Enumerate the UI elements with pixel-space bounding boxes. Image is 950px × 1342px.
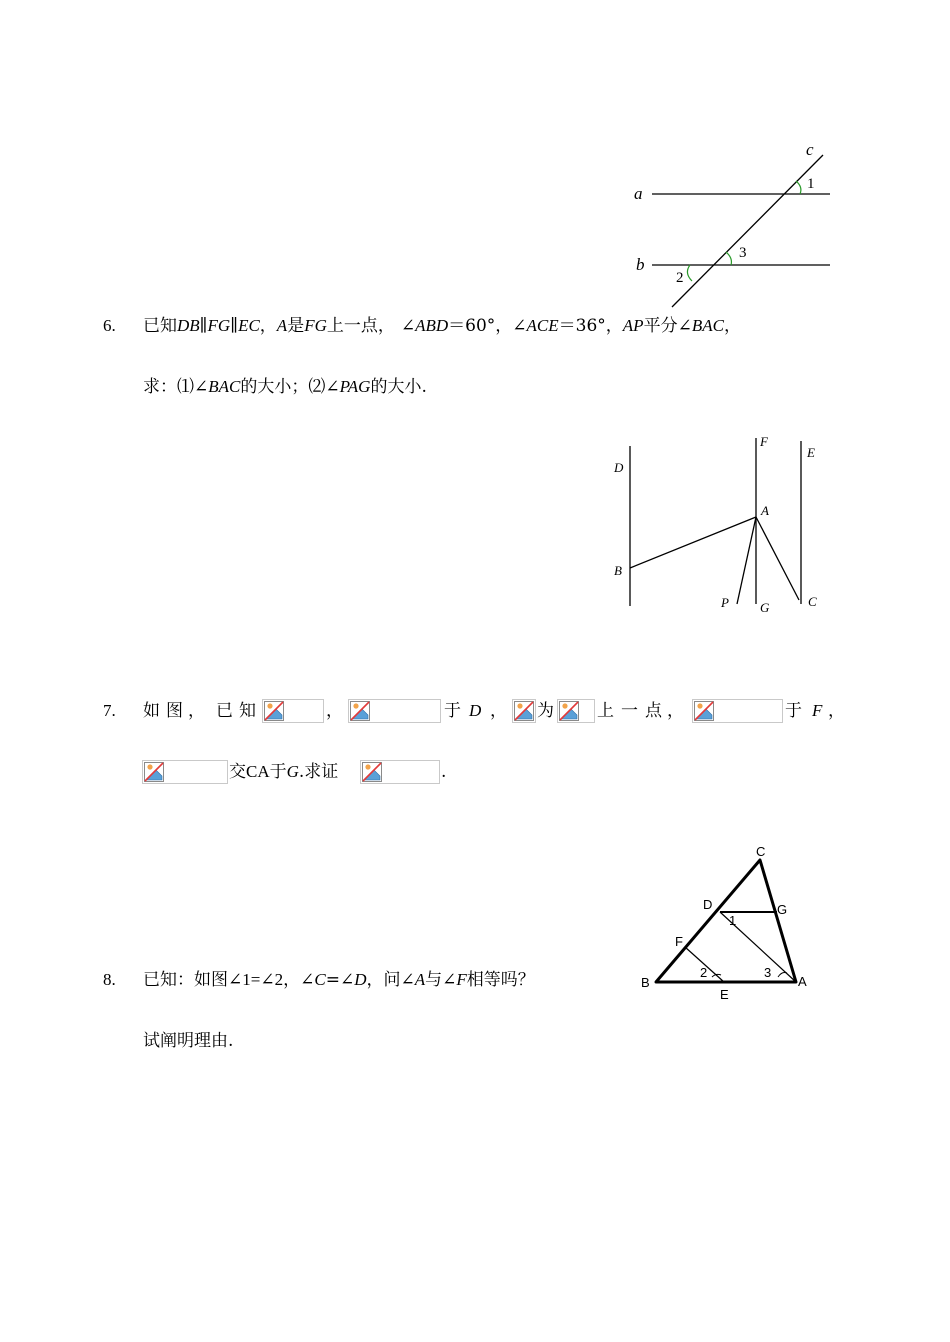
- q8-statement-line2: 试阐明理由.: [143, 1031, 234, 1051]
- label-a: A: [761, 503, 769, 518]
- q7-comma-1: ，: [326, 701, 343, 721]
- label-1: 1: [807, 176, 815, 192]
- q7-number: 7.: [103, 701, 116, 720]
- q7-ru: 如: [143, 701, 160, 721]
- angle-3-arc: [726, 252, 731, 265]
- broken-image-4: [557, 699, 595, 723]
- angle-1-arc: [796, 181, 801, 194]
- q6-number: 6.: [103, 316, 116, 335]
- q7-comma-3: ，: [828, 701, 845, 721]
- label-1: 1: [729, 913, 737, 928]
- q7-line2-a: 交CA于G.求证: [229, 762, 339, 782]
- q8-statement-line1: 已知：如图∠1=∠2，∠C=∠D，问∠A与∠F相等吗？: [143, 970, 535, 990]
- label-e: E: [807, 445, 815, 460]
- q7-period: .: [441, 762, 447, 782]
- label-g: G: [777, 902, 788, 917]
- segment-ba: [630, 517, 756, 568]
- broken-image-7: [360, 760, 440, 784]
- label-b: B: [641, 975, 650, 990]
- q6-statement-line2: 求：⑴∠BAC的大小；⑵∠PAG的大小.: [143, 377, 427, 397]
- label-c: C: [808, 594, 817, 609]
- q8-triangle-figure: [636, 838, 816, 1008]
- label-a: A: [798, 974, 807, 989]
- q7-yu-1: 于: [444, 701, 461, 721]
- broken-image-2: [348, 699, 441, 723]
- label-2: 2: [700, 965, 708, 980]
- angle-2-arc: [687, 265, 692, 281]
- q7-dian: 点，: [645, 701, 689, 721]
- q7-zhi: 知: [239, 701, 256, 721]
- label-c: C: [756, 844, 766, 859]
- line-c: [672, 155, 823, 307]
- segment-ac: [756, 517, 799, 600]
- label-d: D: [703, 897, 713, 912]
- label-c: c: [806, 140, 814, 159]
- label-g: G: [760, 600, 770, 615]
- q6-statement-line1: 已知DB∥FG∥EC，A是FG上一点， ∠ABD＝60°，∠ACE＝36°，AP平分∠BAC，: [143, 316, 741, 336]
- q7-yi2: 一: [621, 701, 638, 721]
- triangle-abc: [656, 860, 796, 982]
- q7-yu-2: 于: [785, 701, 802, 721]
- label-d: D: [614, 460, 624, 475]
- label-b: b: [636, 255, 645, 274]
- q8-number: 8.: [103, 970, 116, 989]
- q7-yi: 已: [216, 701, 233, 721]
- label-3: 3: [739, 245, 747, 261]
- label-3: 3: [764, 965, 772, 980]
- broken-image-6: [142, 760, 228, 784]
- broken-image-1: [262, 699, 324, 723]
- q7-tu: 图，: [166, 701, 210, 721]
- label-b: B: [614, 563, 622, 578]
- q7-comma-2: ，: [490, 701, 507, 721]
- broken-image-5: [692, 699, 783, 723]
- q7-f: F: [812, 701, 823, 720]
- label-f: F: [675, 934, 683, 949]
- broken-image-3: [512, 699, 536, 723]
- q6-figure: [605, 430, 835, 615]
- label-f: F: [760, 434, 768, 449]
- segment-ap: [737, 517, 756, 604]
- label-e: E: [720, 987, 729, 1002]
- label-p: P: [721, 595, 729, 610]
- q7-d: D: [469, 701, 482, 720]
- q7-shang: 上: [597, 701, 614, 721]
- q7-wei: 为: [537, 701, 554, 721]
- label-2: 2: [676, 270, 684, 286]
- label-a: a: [634, 184, 643, 203]
- parallel-lines-figure: [620, 135, 840, 315]
